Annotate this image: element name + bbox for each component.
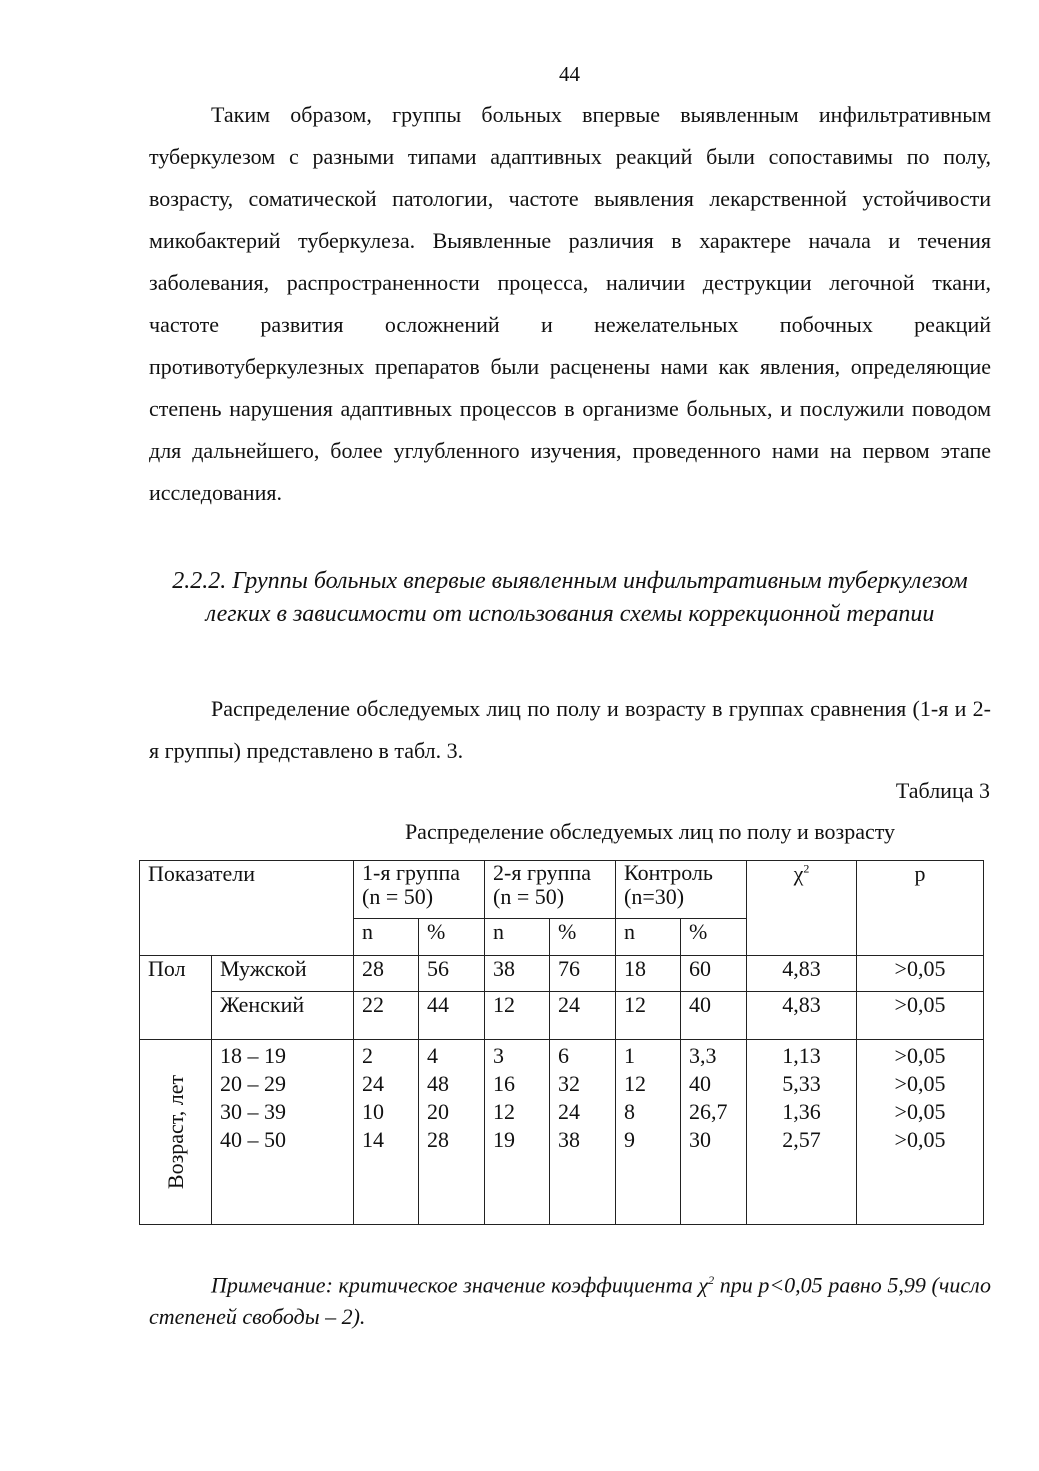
header-indicators: Показатели bbox=[140, 861, 354, 956]
header-p-value: p bbox=[857, 861, 984, 956]
cell-g1-n: 28 bbox=[354, 956, 419, 992]
row-group-sex: Пол bbox=[140, 956, 212, 1040]
page-number: 44 bbox=[559, 62, 580, 86]
cell-age-g1-pct: 4 48 20 28 bbox=[419, 1040, 485, 1225]
header-group-2: 2-я группа (n = 50) bbox=[485, 861, 616, 919]
cell-g2-n: 38 bbox=[485, 956, 550, 992]
cell-c-n: 12 bbox=[616, 992, 681, 1040]
cell-age-chi: 1,13 5,33 1,36 2,57 bbox=[747, 1040, 857, 1225]
table-row-female bbox=[140, 992, 984, 1040]
cell-age-p: >0,05 >0,05 >0,05 >0,05 bbox=[857, 1040, 984, 1225]
cell-c-pct: 40 bbox=[681, 992, 747, 1040]
header-control: Контроль (n=30) bbox=[616, 861, 747, 919]
cell-g2-pct: 24 bbox=[550, 992, 616, 1040]
cell-c-n: 18 bbox=[616, 956, 681, 992]
header-c-pct: % bbox=[681, 919, 747, 956]
row-group-age bbox=[140, 1040, 212, 1225]
cell-g1-pct: 56 bbox=[419, 956, 485, 992]
cell-age-c-n: 1 12 8 9 bbox=[616, 1040, 681, 1225]
cell-sex-name: Женский bbox=[212, 992, 354, 1040]
header-chi-square: $\chi^2$ bbox=[747, 861, 857, 956]
paragraph-table-intro: Распределение обследуемых лиц по полу и возрасту в группах сравнения (1-я и 2-я группы) представлено в табл. 3. bbox=[149, 696, 991, 763]
table-row-age bbox=[140, 1040, 984, 1225]
distribution-table bbox=[139, 860, 984, 1225]
cell-p: >0,05 bbox=[857, 992, 984, 1040]
paragraph-summary: Таким образом, группы больных впервые выявленным инфильтративным туберкулезом с разными типами адаптивных реакций были сопоставимы по полу, возрасту, соматической патологии, частоте выявления лекарственной устойчивости микобактерий туберкулеза. Выявленные различия в характере начала и течения заболевания, распространенности процесса, наличии деструкции легочной ткани, частоте развития осложнений и нежелательных побочных реакций противотуберкулезных препаратов были расценены нами как явления, определяющие степень нарушения адаптивных процессов в организме больных, и послужили поводом для дальнейшего, более углубленного изучения, проведенного нами на первом этапе исследования. bbox=[149, 102, 991, 505]
header-g2-pct: % bbox=[550, 919, 616, 956]
cell-chi: 4,83 bbox=[747, 992, 857, 1040]
table-caption: Распределение обследуемых лиц по полу и возрасту bbox=[404, 819, 896, 844]
header-g1-n: n bbox=[354, 919, 419, 956]
header-g2-n: n bbox=[485, 919, 550, 956]
cell-age-g2-n: 3 16 12 19 bbox=[485, 1040, 550, 1225]
section-heading: 2.2.2. Группы больных впервые выявленным инфильтративным туберкулезом легких в зависимости от использования схемы коррекционной терапии bbox=[172, 568, 968, 627]
cell-sex-name: Мужской bbox=[212, 956, 354, 992]
table-row-male bbox=[140, 956, 984, 992]
cell-age-ranges: 18 – 19 20 – 29 30 – 39 40 – 50 bbox=[212, 1040, 354, 1225]
cell-chi: 4,83 bbox=[747, 956, 857, 992]
cell-c-pct: 60 bbox=[681, 956, 747, 992]
table-label: Таблица 3 bbox=[895, 778, 990, 803]
age-group-label: Возраст, лет bbox=[162, 1074, 188, 1190]
cell-g2-pct: 76 bbox=[550, 956, 616, 992]
cell-age-g2-pct: 6 32 24 38 bbox=[550, 1040, 616, 1225]
cell-age-c-pct: 3,3 40 26,7 30 bbox=[681, 1040, 747, 1225]
table-note: Примечание: критическое значение коэффициента $\chi^2$ при p<0,05 равно 5,99 (число степеней свободы – 2). bbox=[149, 1272, 991, 1330]
header-g1-pct: % bbox=[419, 919, 485, 956]
header-group-1: 1-я группа (n = 50) bbox=[354, 861, 485, 919]
cell-age-g1-n: 2 24 10 14 bbox=[354, 1040, 419, 1225]
cell-p: >0,05 bbox=[857, 956, 984, 992]
header-c-n: n bbox=[616, 919, 681, 956]
cell-g2-n: 12 bbox=[485, 992, 550, 1040]
cell-g1-n: 22 bbox=[354, 992, 419, 1040]
cell-g1-pct: 44 bbox=[419, 992, 485, 1040]
